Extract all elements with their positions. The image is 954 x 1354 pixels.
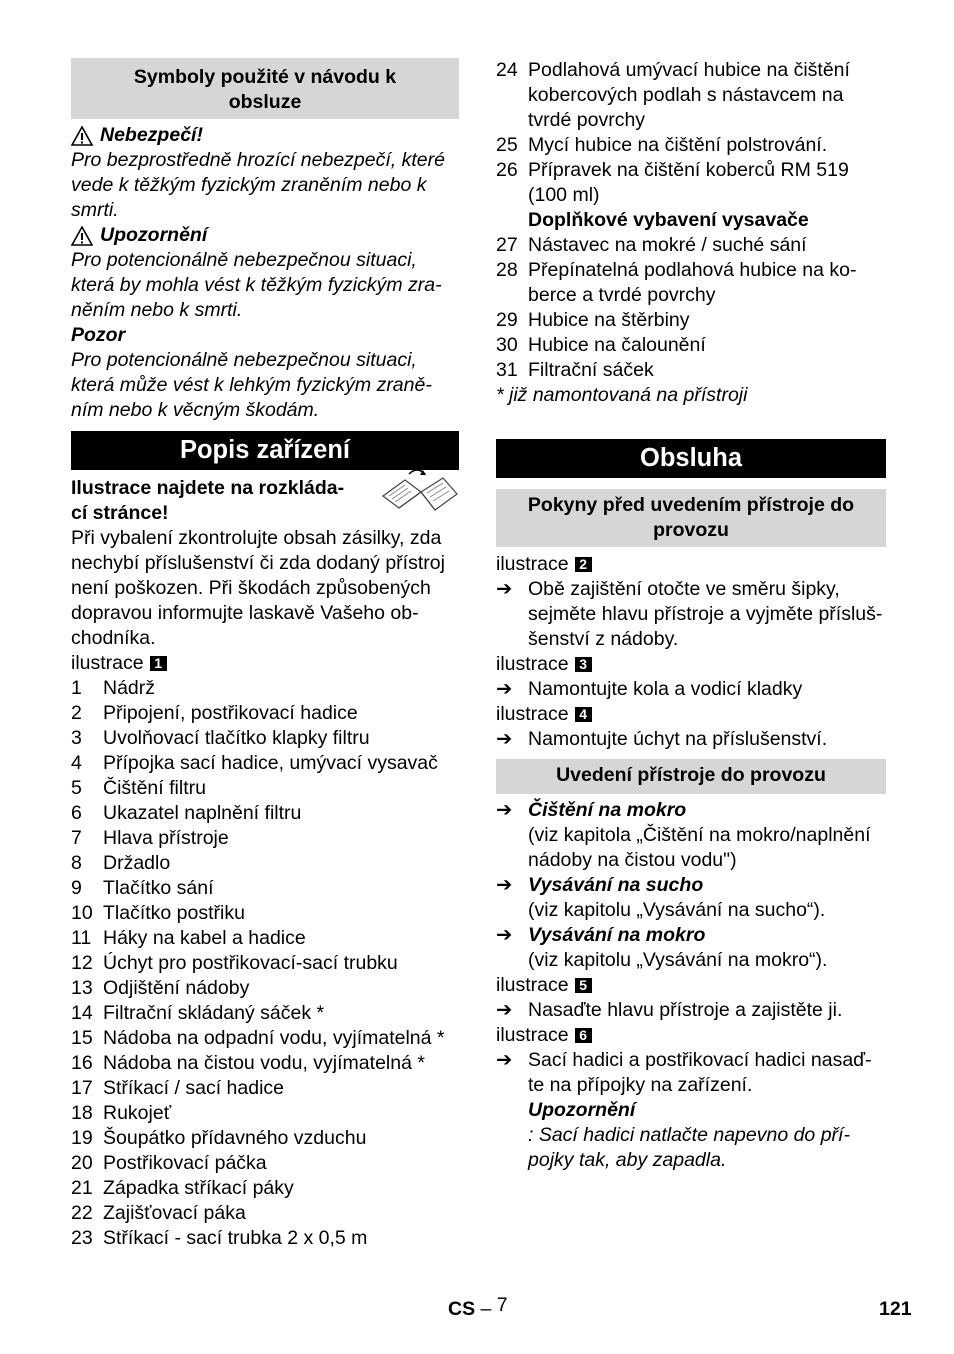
item-text: tvrdé povrchy <box>528 109 646 131</box>
note-title: Upozornění <box>528 1099 636 1121</box>
left-column <box>71 58 459 1251</box>
item-text: Filtrační skládaný sáček * <box>103 1002 325 1024</box>
item-number: 5 <box>71 777 82 799</box>
item-text: Tlačítko postřiku <box>103 902 245 924</box>
figure-ref-3: ilustrace 3 <box>496 652 886 677</box>
list-item <box>71 726 459 751</box>
item-number: 14 <box>71 1002 93 1024</box>
startup-heading: Uvedení přístroje do provozu <box>496 759 886 794</box>
item-text: Tlačítko sání <box>103 877 214 899</box>
list-item <box>71 1226 459 1251</box>
right-column <box>496 58 886 1173</box>
item-number: 12 <box>71 952 93 974</box>
list-item <box>71 751 459 776</box>
list-item <box>71 701 459 726</box>
figure-number-box: 5 <box>575 978 592 993</box>
item-text: Přepínatelná podlahová hubice na ko- <box>528 259 857 281</box>
figure-number-box: 3 <box>575 657 592 672</box>
warning-title: Upozornění <box>71 223 459 248</box>
intro-text: Při vybalení zkontrolujte obsah zásilky, zda nechybí příslušenství či zda dodaný přístroj není poškozen. Při škodách způsobených dopravou informujte laskavě Vašeho ob- chodníka. <box>71 527 445 649</box>
arrow-right-icon: ➔ <box>496 874 513 896</box>
item-text: Mycí hubice na čištění polstrování. <box>528 134 828 156</box>
list-item <box>71 1201 459 1226</box>
pre-startup-heading: Pokyny před uvedením přístroje do provozu <box>496 489 886 547</box>
parts-list-continued <box>496 58 886 208</box>
accessories-list <box>496 233 886 383</box>
list-item <box>71 1051 459 1076</box>
list-item <box>71 851 459 876</box>
list-item <box>71 676 459 701</box>
item-text: Hubice na štěrbiny <box>528 309 690 331</box>
item-text: Ukazatel naplnění filtru <box>103 802 302 824</box>
item-number: 26 <box>496 159 518 181</box>
item-number: 29 <box>496 309 518 331</box>
figure-ref-2: ilustrace 2 <box>496 552 886 577</box>
item-number: 13 <box>71 977 93 999</box>
arrow-right-icon: ➔ <box>496 678 513 700</box>
caution-text-3: ním nebo k věcným škodám. <box>71 399 320 421</box>
item-text: Filtrační sáček <box>528 359 654 381</box>
step-fig3: ➔ Namontujte kola a vodicí kladky <box>496 678 803 700</box>
item-text: Uvolňovací tlačítko klapky filtru <box>103 727 370 749</box>
item-text: berce a tvrdé povrchy <box>528 284 716 306</box>
item-number: 27 <box>496 234 518 256</box>
parts-list <box>71 676 459 1251</box>
caution-title: Pozor <box>71 324 126 346</box>
item-number: 3 <box>71 727 82 749</box>
item-text: Rukojeť <box>103 1102 172 1124</box>
item-text: Stříkací - sací trubka 2 x 0,5 m <box>103 1227 368 1249</box>
item-number: 1 <box>71 677 82 699</box>
item-number: 15 <box>71 1027 93 1049</box>
warning-triangle-icon <box>71 126 93 146</box>
item-number: 17 <box>71 1077 93 1099</box>
list-item <box>71 1026 459 1051</box>
item-number: 4 <box>71 752 82 774</box>
arrow-right-icon: ➔ <box>496 1049 513 1071</box>
step-fig2: ➔ Obě zajištění otočte ve směru šipky, sejměte hlavu přístroje a vyjměte přísluš- šenství z nádoby. <box>496 578 883 650</box>
step-fig6: ➔ Sací hadici a postřikovací hadici nasaď- te na přípojky na zařízení. Upozornění : Sací hadici natlačte napevno do pří- pojky tak, aby zapadla. <box>496 1049 872 1171</box>
arrow-right-icon: ➔ <box>496 728 513 750</box>
item-text: Držadlo <box>103 852 171 874</box>
list-item <box>71 926 459 951</box>
list-item <box>496 158 886 208</box>
fold-note: Ilustrace najdete na rozkláda- cí stránce! <box>71 476 459 526</box>
open-book-icon <box>379 466 459 518</box>
item-text: Odjištění nádoby <box>103 977 250 999</box>
list-item <box>71 1101 459 1126</box>
list-item <box>71 1126 459 1151</box>
item-text: Hubice na čalounění <box>528 334 706 356</box>
item-text: Podlahová umývací hubice na čištění <box>528 59 850 81</box>
wet-vacuuming: ➔ Vysávání na mokro (viz kapitolu „Vysávání na mokro“). <box>496 924 828 971</box>
item-number: 10 <box>71 902 93 924</box>
arrow-right-icon: ➔ <box>496 578 513 600</box>
item-text: (100 ml) <box>528 184 600 206</box>
section-title-operation: Obsluha <box>496 439 886 478</box>
item-text: Úchyt pro postřikovací-sací trubku <box>103 952 398 974</box>
warning-text-3: něním nebo k smrti. <box>71 299 243 321</box>
footer-lang-page: CS – 7 <box>448 1294 508 1320</box>
figure-ref-6: ilustrace 6 <box>496 1023 886 1048</box>
item-text: Čištění filtru <box>103 777 206 799</box>
figure-ref-4: ilustrace 4 <box>496 702 886 727</box>
figure-ref-1: ilustrace 1 <box>71 651 459 676</box>
figure-number-box: 2 <box>575 557 592 572</box>
item-text: Přípravek na čištění koberců RM 519 <box>528 159 849 181</box>
list-item <box>71 1151 459 1176</box>
item-text: Nádrž <box>103 677 156 699</box>
list-item <box>71 876 459 901</box>
item-number: 23 <box>71 1227 93 1249</box>
dry-vacuuming: ➔ Vysávání na sucho (viz kapitolu „Vysávání na sucho“). <box>496 874 826 921</box>
list-item <box>496 333 886 358</box>
danger-text-1: Pro bezprostředně hrozící nebezpečí, které <box>71 149 445 171</box>
list-item <box>496 58 886 133</box>
item-text: kobercových podlah s nástavcem na <box>528 84 844 106</box>
list-item <box>71 776 459 801</box>
item-text: Háky na kabel a hadice <box>103 927 306 949</box>
item-text: Nádoba na odpadní vodu, vyjímatelná * <box>103 1027 445 1049</box>
page-number: 121 <box>879 1298 912 1320</box>
caution-text-1: Pro potencionálně nebezpečnou situaci, <box>71 349 417 371</box>
figure-number-box: 6 <box>575 1028 592 1043</box>
danger-title: Nebezpečí! <box>71 123 459 148</box>
figure-number-box: 4 <box>575 707 592 722</box>
item-number: 28 <box>496 259 518 281</box>
section-title-description: Popis zařízení <box>71 431 459 470</box>
accessories-heading: Doplňkové vybavení vysavače <box>528 209 809 231</box>
figure-number-box: 1 <box>150 656 167 671</box>
wet-cleaning: ➔ Čištění na mokro (viz kapitola „Čištění na mokro/naplnění nádoby na čistou vodu") <box>496 799 871 871</box>
item-text: Zajišťovací páka <box>103 1202 246 1224</box>
item-number: 18 <box>71 1102 93 1124</box>
item-number: 20 <box>71 1152 93 1174</box>
item-number: 25 <box>496 134 518 156</box>
list-item <box>496 358 886 383</box>
footnote: * již namontovaná na přístroji <box>496 384 748 406</box>
item-number: 31 <box>496 359 518 381</box>
item-text: Stříkací / sací hadice <box>103 1077 284 1099</box>
item-number: 16 <box>71 1052 93 1074</box>
danger-text-3: smrti. <box>71 199 119 221</box>
symbols-heading: Symboly použité v návodu k obsluze <box>71 58 459 119</box>
step-fig5: ➔ Nasaďte hlavu přístroje a zajistěte ji. <box>496 999 843 1021</box>
item-text: Hlava přístroje <box>103 827 229 849</box>
list-item <box>71 826 459 851</box>
item-text: Připojení, postřikovací hadice <box>103 702 358 724</box>
item-text: Nástavec na mokré / suché sání <box>528 234 807 256</box>
item-text: Šoupátko přídavného vzduchu <box>103 1127 367 1149</box>
arrow-right-icon: ➔ <box>496 924 513 946</box>
item-text: Západka stříkací páky <box>103 1177 294 1199</box>
figure-ref-5: ilustrace 5 <box>496 973 886 998</box>
item-text: Nádoba na čistou vodu, vyjímatelná * <box>103 1052 425 1074</box>
list-item <box>71 1076 459 1101</box>
arrow-right-icon: ➔ <box>496 799 513 821</box>
item-number: 7 <box>71 827 82 849</box>
list-item <box>71 951 459 976</box>
list-item <box>496 258 886 308</box>
step-fig4: ➔ Namontujte úchyt na příslušenství. <box>496 728 828 750</box>
list-item <box>496 308 886 333</box>
arrow-right-icon: ➔ <box>496 999 513 1021</box>
item-number: 9 <box>71 877 82 899</box>
list-item <box>71 1001 459 1026</box>
item-number: 21 <box>71 1177 93 1199</box>
caution-text-2: která může vést k lehkým fyzickým zraně- <box>71 374 432 396</box>
item-number: 11 <box>71 927 92 949</box>
item-number: 24 <box>496 59 518 81</box>
list-item <box>71 901 459 926</box>
warning-triangle-icon <box>71 226 93 246</box>
item-number: 2 <box>71 702 82 724</box>
list-item <box>496 133 886 158</box>
item-text: Přípojka sací hadice, umývací vysavač <box>103 752 438 774</box>
warning-text-1: Pro potencionálně nebezpečnou situaci, <box>71 249 417 271</box>
danger-text-2: vede k těžkým fyzickým zraněním nebo k <box>71 174 427 196</box>
item-number: 30 <box>496 334 518 356</box>
item-number: 19 <box>71 1127 93 1149</box>
item-number: 6 <box>71 802 82 824</box>
item-number: 8 <box>71 852 82 874</box>
warning-text-2: která by mohla vést k těžkým fyzickým zra- <box>71 274 442 296</box>
list-item <box>71 976 459 1001</box>
item-number: 22 <box>71 1202 93 1224</box>
item-text: Postřikovací páčka <box>103 1152 267 1174</box>
list-item <box>71 1176 459 1201</box>
list-item <box>496 233 886 258</box>
list-item <box>71 801 459 826</box>
